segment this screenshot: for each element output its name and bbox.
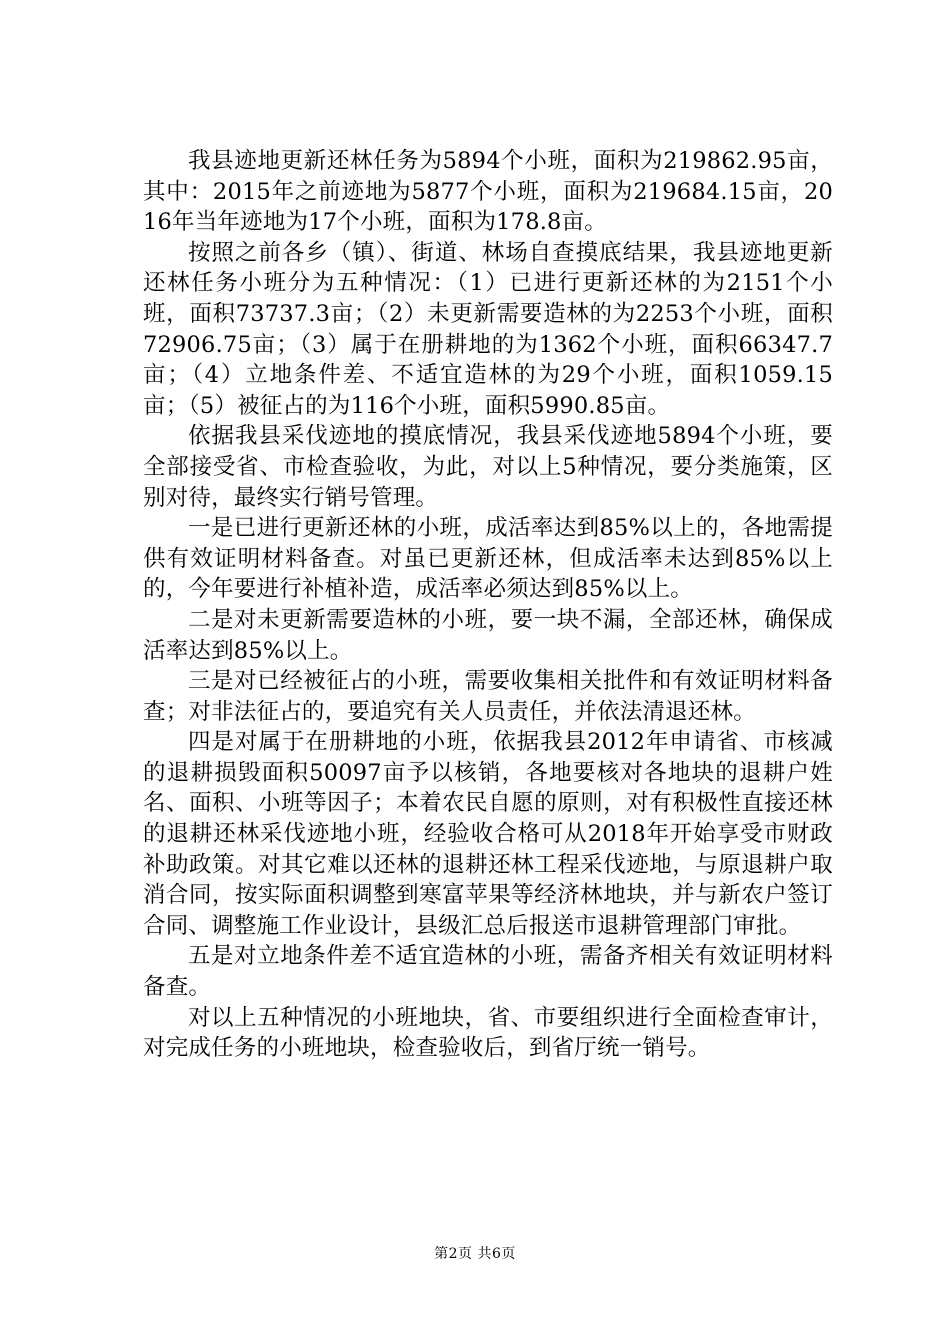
paragraph-1: 我县迹地更新还林任务为5894个小班，面积为219862.95亩，其中：2015年之前迹地为5877个小班，面积为219684.15亩，2016年当年迹地为17个小班，面积为178.8亩。 bbox=[143, 148, 833, 236]
paragraph-9: 对以上五种情况的小班地块，省、市要组织进行全面检查审计，对完成任务的小班地块，检查验收后，到省厅统一销号。 bbox=[143, 1004, 833, 1062]
paragraph-7: 四是对属于在册耕地的小班，依据我县2012年申请省、市核减的退耕损毁面积50097亩予以核销，各地要核对各地块的退耕户姓名、面积、小班等因子；本着农民自愿的原则，对有积极性直接还林的退耕还林采伐迹地小班，经验收合格可从2018年开始享受市财政补助政策。对其它难以还林的退耕还林工程采伐迹地，与原退耕户取消合同，按实际面积调整到寒富苹果等经济林地块，并与新农户签订合同、调整施工作业设计，县级汇总后报送市退耕管理部门审批。 bbox=[143, 729, 833, 939]
paragraph-4: 一是已进行更新还林的小班，成活率达到85%以上的，各地需提供有效证明材料备查。对虽已更新还林，但成活率未达到85%以上的，今年要进行补植补造，成活率必须达到85%以上。 bbox=[143, 515, 833, 603]
paragraph-8: 五是对立地条件差不适宜造林的小班，需备齐相关有效证明材料备查。 bbox=[143, 943, 833, 1001]
paragraph-5: 二是对未更新需要造林的小班，要一块不漏，全部还林，确保成活率达到85%以上。 bbox=[143, 606, 833, 664]
document-body bbox=[143, 146, 833, 1064]
paragraph-6: 三是对已经被征占的小班，需要收集相关批件和有效证明材料备查；对非法征占的，要追究有关人员责任，并依法清退还林。 bbox=[143, 668, 833, 725]
page-footer: 第2页 共6页 bbox=[434, 1246, 516, 1262]
paragraph-2: 按照之前各乡（镇）、街道、林场自查摸底结果，我县迹地更新还林任务小班分为五种情况：（1）已进行更新还林的为2151个小班，面积73737.3亩；（2）未更新需要造林的为2253个小班，面积72906.75亩；（3）属于在册耕地的为1362个小班，面积66347.7亩；（4）立地条件差、不适宜造林的为29个小班，面积1059.15亩；（5）被征占的为116个小班，面积5990.85亩。 bbox=[143, 239, 833, 419]
paragraph-3: 依据我县采伐迹地的摸底情况，我县采伐迹地5894个小班，要全部接受省、市检查验收，为此，对以上5种情况，要分类施策，区别对待，最终实行销号管理。 bbox=[143, 423, 833, 511]
